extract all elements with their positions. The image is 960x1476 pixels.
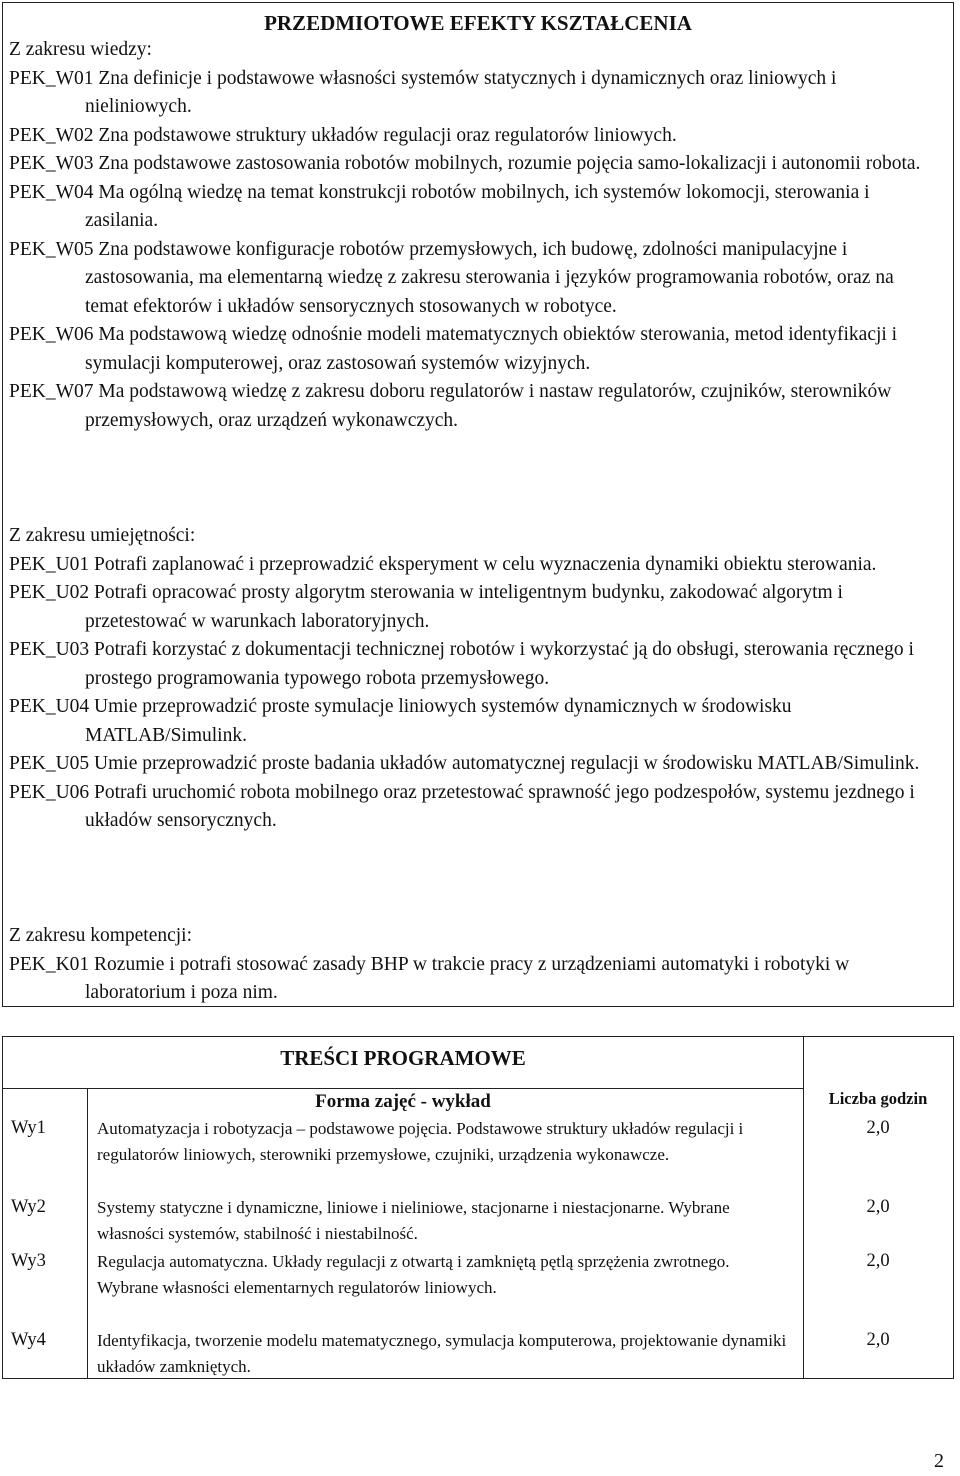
- row-topic: Systemy statyczne i dynamiczne, liniowe i nieliniowe, stacjonarne i niestacjonarne. Wybrane własności systemów, stabilność i niestabilność.: [97, 1198, 730, 1243]
- outcome-item: PEK_K01 Rozumie i potrafi stosować zasady BHP w trakcie pracy z urządzeniami automatyki i robotyki w laboratorium i poza nim.: [9, 953, 850, 1003]
- page-number: 2: [934, 1450, 944, 1472]
- outcome-item: PEK_W03 Zna podstawowe zastosowania robotów mobilnych, rozumie pojęcia samo-lokalizacji i autonomii robota.: [9, 153, 921, 174]
- form-header: Forma zajęć - wykład: [315, 1091, 491, 1112]
- row-topic: Identyfikacja, tworzenie modelu matematycznego, symulacja komputerowa, projektowanie dynamiki układów zamkniętych.: [97, 1331, 787, 1376]
- row-hours: 2,0: [866, 1118, 890, 1138]
- hours-header: Liczba godzin: [828, 1089, 928, 1108]
- skills-title: Z zakresu umiejętności:: [9, 525, 196, 546]
- row-topic: Automatyzacja i robotyzacja – podstawowe pojęcia. Podstawowe struktury układów regulacji i regulatorów liniowych, sterowniki przemysłowe, czujniki, urządzenia wykonawcze.: [97, 1119, 744, 1164]
- outcome-item: PEK_U06 Potrafi uruchomić robota mobilnego oraz przetestować sprawność jego podzespołów, systemu jezdnego i układów sensorycznych.: [9, 781, 915, 831]
- row-code: Wy2: [11, 1197, 46, 1217]
- competences-section: [9, 922, 939, 1008]
- row-hours: 2,0: [866, 1330, 890, 1350]
- outcome-item: PEK_U02 Potrafi opracować prosty algorytm sterowania w inteligentnym budynku, zakodować algorytm i przetestować w warunkach laboratoryjnych.: [9, 582, 843, 632]
- outcome-item: PEK_W05 Zna podstawowe konfiguracje robotów przemysłowych, ich budowę, zdolności manipulacyjne i zastosowania, ma elementarną wiedzę z zakresu sterowania i języków programowania robotów, oraz na temat efektorów i układów sensorycznych stosowanych w robotyce.: [9, 238, 894, 317]
- outcome-item: PEK_W02 Zna podstawowe struktury układów regulacji oraz regulatorów liniowych.: [9, 124, 677, 146]
- outcome-item: PEK_U04 Umie przeprowadzić proste symulacje liniowych systemów dynamicznych w środowisku MATLAB/Simulink.: [9, 696, 792, 746]
- knowledge-section: [9, 36, 939, 435]
- header-divider: [3, 1088, 803, 1089]
- row-topic: Regulacja automatyczna. Układy regulacji z otwartą i zamkniętą pętlą sprzężenia zwrotnego. Wybrane własności elementarnych regulatorów liniowych.: [97, 1252, 730, 1297]
- program-title: TREŚCI PROGRAMOWE: [280, 1046, 526, 1070]
- outcome-item: PEK_U01 Potrafi zaplanować i przeprowadzić eksperyment w celu wyznaczenia dynamiki obiektu sterowania.: [9, 553, 877, 575]
- row-code: Wy4: [11, 1330, 46, 1350]
- skills-section: [9, 522, 939, 836]
- knowledge-title: Z zakresu wiedzy:: [9, 39, 152, 60]
- outcome-item: PEK_W06 Ma podstawową wiedzę odnośnie modeli matematycznych obiektów sterowania, metod identyfikacji i symulacji komputerowej, oraz zastosowań systemów wizyjnych.: [9, 324, 898, 374]
- row-hours: 2,0: [866, 1197, 890, 1217]
- row-hours: 2,0: [866, 1251, 890, 1271]
- outcome-item: PEK_W01 Zna definicje i podstawowe własności systemów statycznych i dynamicznych oraz liniowych i nieliniowych.: [9, 67, 837, 117]
- outcome-item: PEK_W04 Ma ogólną wiedzę na temat konstrukcji robotów mobilnych, ich systemów lokomocji, sterowania i zasilania.: [9, 181, 870, 231]
- outcome-item: PEK_U05 Umie przeprowadzić proste badania układów automatycznej regulacji w środowisku MATLAB/Simulink.: [9, 753, 920, 774]
- code-column-divider: [87, 1088, 88, 1378]
- competences-title: Z zakresu kompetencji:: [9, 925, 193, 946]
- outcome-item: PEK_U03 Potrafi korzystać z dokumentacji technicznej robotów i wykorzystać ją do obsługi, sterowania ręcznego i prostego programowania typowego robota przemysłowego.: [9, 639, 914, 689]
- program-content-table: [2, 1036, 954, 1379]
- row-code: Wy1: [11, 1118, 46, 1138]
- learning-outcomes-heading: PRZEDMIOTOWE EFEKTY KSZTAŁCENIA: [264, 11, 692, 35]
- row-code: Wy3: [11, 1251, 46, 1271]
- outcome-item: PEK_W07 Ma podstawową wiedzę z zakresu doboru regulatorów i nastaw regulatorów, czujników, sterowników przemysłowych, oraz urządzeń wykonawczych.: [9, 381, 892, 431]
